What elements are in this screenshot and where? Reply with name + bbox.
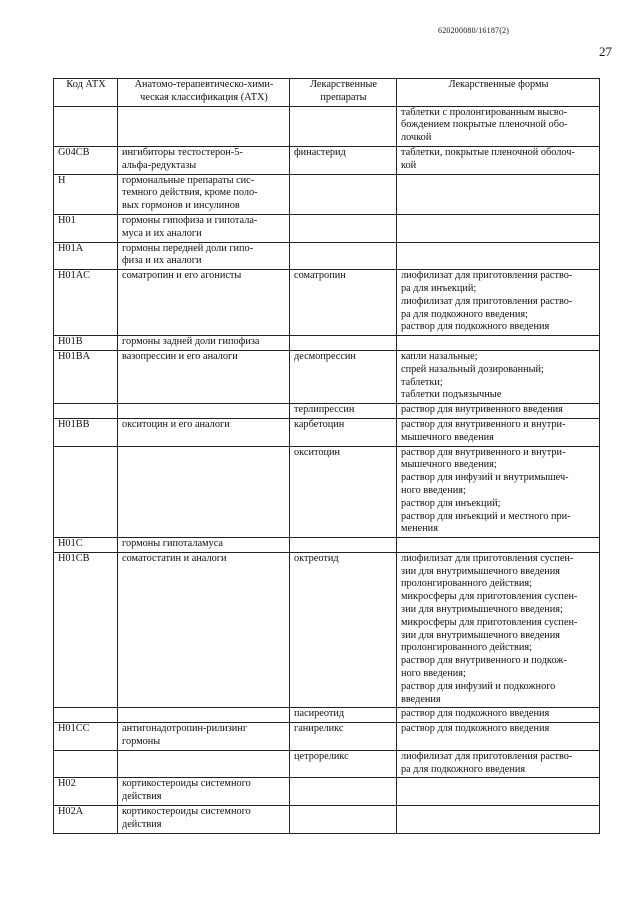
cell-atx-code: H01C bbox=[54, 538, 118, 553]
cell-atx-classification: гормоны гипофиза и гипотала- муса и их аналоги bbox=[118, 214, 290, 242]
table-row bbox=[54, 336, 600, 351]
cell-dosage-forms: раствор для внутривенного введения bbox=[397, 404, 600, 419]
table-row bbox=[54, 418, 600, 446]
atx-classification-table bbox=[53, 78, 600, 834]
cell-dosage-forms: раствор для подкожного введения bbox=[397, 723, 600, 751]
cell-atx-code: H01BA bbox=[54, 350, 118, 403]
table-row bbox=[54, 404, 600, 419]
cell-atx-classification: ингибиторы тестостерон-5- альфа-редуктазы bbox=[118, 146, 290, 174]
table-row bbox=[54, 723, 600, 751]
cell-drug: окситоцин bbox=[290, 446, 397, 538]
cell-drug bbox=[290, 336, 397, 351]
cell-atx-classification bbox=[118, 708, 290, 723]
cell-dosage-forms: лиофилизат для приготовления раство- ра для инъекций; лиофилизат для приготовления раство- ра для подкожного введения; раствор для подкожного введения bbox=[397, 270, 600, 336]
cell-drug bbox=[290, 174, 397, 214]
table-row bbox=[54, 106, 600, 146]
table-row bbox=[54, 708, 600, 723]
table-row bbox=[54, 806, 600, 834]
cell-dosage-forms: таблетки с пролонгированным высво- бождением покрытые пленочной обо- лочкой bbox=[397, 106, 600, 146]
cell-drug bbox=[290, 106, 397, 146]
cell-drug bbox=[290, 778, 397, 806]
cell-drug: карбетоцин bbox=[290, 418, 397, 446]
cell-atx-classification: кортикостероиды системного действия bbox=[118, 778, 290, 806]
table-row bbox=[54, 174, 600, 214]
cell-drug: октреотид bbox=[290, 552, 397, 708]
cell-atx-classification: соматропин и его агонисты bbox=[118, 270, 290, 336]
cell-atx-code: H01B bbox=[54, 336, 118, 351]
cell-atx-code: H01A bbox=[54, 242, 118, 270]
page-number: 27 bbox=[599, 44, 612, 59]
cell-atx-code: G04CB bbox=[54, 146, 118, 174]
header-atx-code: Код АТХ bbox=[54, 79, 118, 107]
header-atx-classification: Анатомо-терапевтическо-хими- ческая классификация (АТХ) bbox=[118, 79, 290, 107]
table-row bbox=[54, 146, 600, 174]
cell-atx-code bbox=[54, 446, 118, 538]
cell-atx-code bbox=[54, 750, 118, 778]
cell-atx-classification: соматостатин и аналоги bbox=[118, 552, 290, 708]
cell-drug: ганиреликс bbox=[290, 723, 397, 751]
cell-atx-code: H01CC bbox=[54, 723, 118, 751]
cell-drug: цетрореликс bbox=[290, 750, 397, 778]
cell-atx-code: H01BB bbox=[54, 418, 118, 446]
cell-atx-code: H01CB bbox=[54, 552, 118, 708]
table-row bbox=[54, 538, 600, 553]
cell-dosage-forms bbox=[397, 806, 600, 834]
cell-atx-classification bbox=[118, 106, 290, 146]
document-id: 620200080/16187(2) bbox=[438, 26, 510, 35]
cell-atx-code bbox=[54, 106, 118, 146]
cell-atx-classification: окситоцин и его аналоги bbox=[118, 418, 290, 446]
table-header-row bbox=[54, 79, 600, 107]
table-row bbox=[54, 750, 600, 778]
cell-atx-classification: гормональные препараты сис- темного действия, кроме поло- вых гормонов и инсулинов bbox=[118, 174, 290, 214]
cell-atx-code: H01 bbox=[54, 214, 118, 242]
cell-dosage-forms: лиофилизат для приготовления суспен- зии для внутримышечного введения пролонгированного действия; микросферы для приготовления суспен- зии для внутримышечного введения; микросферы для приготовления суспен- зии для внутримышечного введения пролонгированного действия; раствор для внутривенного и подкож- ного введения; раствор для инфузий и подкожного введения bbox=[397, 552, 600, 708]
cell-drug bbox=[290, 538, 397, 553]
cell-atx-code: H01AC bbox=[54, 270, 118, 336]
header-dosage-forms: Лекарственные формы bbox=[397, 79, 600, 107]
cell-dosage-forms bbox=[397, 778, 600, 806]
cell-atx-code: H02 bbox=[54, 778, 118, 806]
cell-atx-code: H02A bbox=[54, 806, 118, 834]
cell-atx-classification bbox=[118, 446, 290, 538]
cell-dosage-forms: раствор для подкожного введения bbox=[397, 708, 600, 723]
cell-dosage-forms: раствор для внутривенного и внутри- мышечного введения bbox=[397, 418, 600, 446]
cell-atx-code bbox=[54, 404, 118, 419]
cell-dosage-forms: лиофилизат для приготовления раство- ра для подкожного введения bbox=[397, 750, 600, 778]
header-drugs: Лекарственные препараты bbox=[290, 79, 397, 107]
cell-atx-classification: гормоны задней доли гипофиза bbox=[118, 336, 290, 351]
cell-drug: соматропин bbox=[290, 270, 397, 336]
cell-drug: финастерид bbox=[290, 146, 397, 174]
cell-dosage-forms: таблетки, покрытые пленочной оболоч- кой bbox=[397, 146, 600, 174]
cell-dosage-forms bbox=[397, 214, 600, 242]
cell-drug bbox=[290, 242, 397, 270]
cell-drug bbox=[290, 806, 397, 834]
cell-atx-classification: кортикостероиды системного действия bbox=[118, 806, 290, 834]
cell-dosage-forms: раствор для внутривенного и внутри- мышечного введения; раствор для инфузий и внутримышеч- ного введения; раствор для инъекций; раствор для инъекций и местного при- менения bbox=[397, 446, 600, 538]
cell-dosage-forms bbox=[397, 242, 600, 270]
table-row bbox=[54, 350, 600, 403]
cell-dosage-forms bbox=[397, 174, 600, 214]
table-row bbox=[54, 778, 600, 806]
cell-drug: десмопрессин bbox=[290, 350, 397, 403]
cell-atx-classification: антигонадотропин-рилизинг гормоны bbox=[118, 723, 290, 751]
table-row bbox=[54, 270, 600, 336]
cell-atx-code bbox=[54, 708, 118, 723]
cell-dosage-forms: капли назальные; спрей назальный дозированный; таблетки; таблетки подъязычные bbox=[397, 350, 600, 403]
cell-dosage-forms bbox=[397, 336, 600, 351]
cell-drug: терлипрессин bbox=[290, 404, 397, 419]
cell-atx-classification bbox=[118, 750, 290, 778]
table-row bbox=[54, 552, 600, 708]
table-row bbox=[54, 214, 600, 242]
cell-atx-classification bbox=[118, 404, 290, 419]
cell-drug: пасиреотид bbox=[290, 708, 397, 723]
cell-drug bbox=[290, 214, 397, 242]
table-row bbox=[54, 242, 600, 270]
cell-atx-classification: гормоны гипоталамуса bbox=[118, 538, 290, 553]
table-row bbox=[54, 446, 600, 538]
cell-dosage-forms bbox=[397, 538, 600, 553]
cell-atx-classification: вазопрессин и его аналоги bbox=[118, 350, 290, 403]
cell-atx-classification: гормоны передней доли гипо- физа и их аналоги bbox=[118, 242, 290, 270]
cell-atx-code: H bbox=[54, 174, 118, 214]
